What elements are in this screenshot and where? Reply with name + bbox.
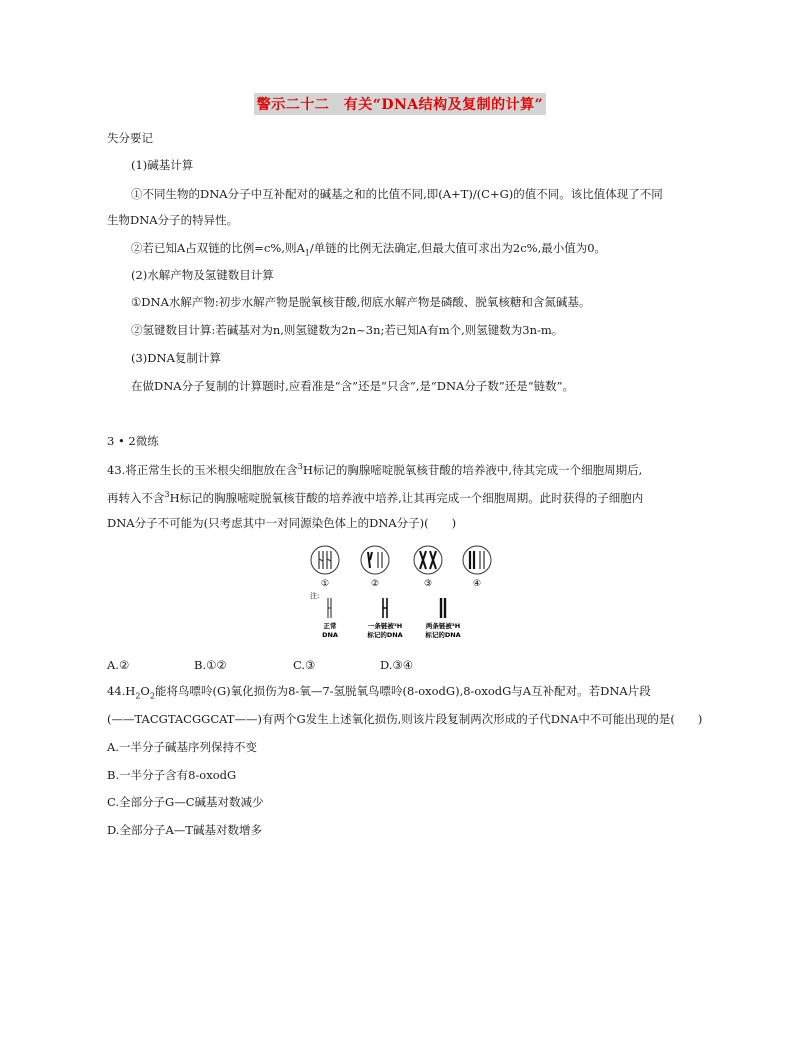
q44-mid: O xyxy=(140,684,150,698)
legend-one-line2: 标记的DNA xyxy=(367,631,403,639)
q43-option-a: A.② xyxy=(107,658,130,672)
legend-normal-chromosome xyxy=(328,598,331,618)
q43-option-b: B.①② xyxy=(194,658,227,672)
section-heading: 失分要记 xyxy=(107,131,153,145)
q44-line1-pre: 44.H xyxy=(107,684,136,698)
q44-sub-2: 2 xyxy=(149,691,155,701)
legend-normal-line1: 正常 xyxy=(323,622,337,630)
title-container xyxy=(0,93,800,115)
cell-label-2: ② xyxy=(370,579,380,589)
page-title: 警示二十二 有关“DNA结构及复制的计算” xyxy=(254,93,546,115)
item2-heading: (2)水解产物及氢键数目计算 xyxy=(131,268,274,282)
item2-paragraph1: ①DNA水解产物:初步水解产物是脱氧核苷酸,彻底水解产物是磷酸、脱氧核糖和含氮碱基。 xyxy=(131,295,591,309)
cell-label-3: ③ xyxy=(423,579,433,589)
item3-paragraph1: 在做DNA分子复制的计算题时,应看准是“含”还是“只含”,是“DNA分子数”还是“链数”。 xyxy=(131,379,575,393)
practice-heading: 3 • 2微练 xyxy=(107,434,159,448)
q44-option-a: A.一半分子碱基序列保持不变 xyxy=(107,740,257,754)
q43-line1 xyxy=(107,459,642,478)
cell-1 xyxy=(311,546,339,574)
cell-4 xyxy=(463,546,491,574)
item1-heading: (1)碱基计算 xyxy=(131,158,194,172)
item3-heading: (3)DNA复制计算 xyxy=(131,351,221,365)
item1-paragraph1-line1: ①不同生物的DNA分子中互补配对的碱基之和的比值不同,即(A+T)/(C+G)的值不同。该比值体现了不同 xyxy=(131,187,663,201)
q43-line2-post: H标记的胸腺嘧啶脱氧核苷酸的培养液中培养,让其再完成一个细胞周期。此时获得的子细胞内 xyxy=(169,490,644,505)
item1-p2-post: /单链的比例无法确定,但最大值可求出为2c%,最小值为0。 xyxy=(309,241,607,255)
q43-option-d: D.③④ xyxy=(380,658,414,672)
q43-sup-2: 3 xyxy=(164,490,170,499)
chromosome-figure xyxy=(300,540,500,645)
figure-note: 注: xyxy=(310,592,320,600)
q44-option-b: B.一半分子含有8-oxodG xyxy=(107,768,237,782)
legend-two-strand-chromosome xyxy=(441,598,445,618)
q43-line1-post: H标记的胸腺嘧啶脱氧核苷酸的培养液中,待其完成一个细胞周期后, xyxy=(302,462,643,477)
q43-line3: DNA分子不可能为(只考虑其中一对同源染色体上的DNA分子)( ) xyxy=(107,516,457,530)
item1-p2-pre: ②若已知A占双链的比例=c%,则A xyxy=(131,241,305,255)
cell-label-4: ④ xyxy=(472,579,482,589)
q43-line2-pre: 再转入不含 xyxy=(107,490,165,505)
legend-one-strand-chromosome xyxy=(383,598,387,618)
item2-paragraph2: ②氢键数目计算:若碱基对为n,则氢键数为2n~3n;若已知A有m个,则氢键数为3n-m。 xyxy=(131,323,564,337)
q44-option-c: C.全部分子G—C碱基对数减少 xyxy=(107,795,264,809)
legend-two-line2: 标记的DNA xyxy=(425,631,461,639)
cell-3 xyxy=(414,546,442,574)
item1-p2-sub: 1 xyxy=(304,248,310,258)
legend-two-line1: 两条链被³H xyxy=(425,622,461,630)
item1-paragraph1-line2: 生物DNA分子的特异性。 xyxy=(107,213,239,227)
q43-sup-1: 3 xyxy=(297,462,303,471)
q44-line1 xyxy=(107,683,651,704)
q43-option-c: C.③ xyxy=(293,658,316,672)
legend-one-line1: 一条链被³H xyxy=(367,622,403,630)
cell-label-1: ① xyxy=(320,579,330,589)
legend-normal-line2: DNA xyxy=(322,631,338,639)
q44-line1-post: 能将鸟嘌呤(G)氧化损伤为8-氧—7-氢脱氧鸟嘌呤(8-oxodG),8-oxodG与A互补配对。若DNA片段 xyxy=(154,684,651,698)
q43-line1-pre: 43.将正常生长的玉米根尖细胞放在含 xyxy=(107,462,298,477)
q44-sub-1: 2 xyxy=(135,691,141,701)
cell-2 xyxy=(361,546,389,574)
q44-line2: (——TACGTACGGCAT——)有两个G发生上述氧化损伤,则该片段复制两次形成的子代DNA中不可能出现的是( ) xyxy=(107,712,703,726)
item1-paragraph2 xyxy=(131,240,606,261)
q43-line2 xyxy=(107,487,643,506)
q44-option-d: D.全部分子A—T碱基对数增多 xyxy=(107,823,262,837)
